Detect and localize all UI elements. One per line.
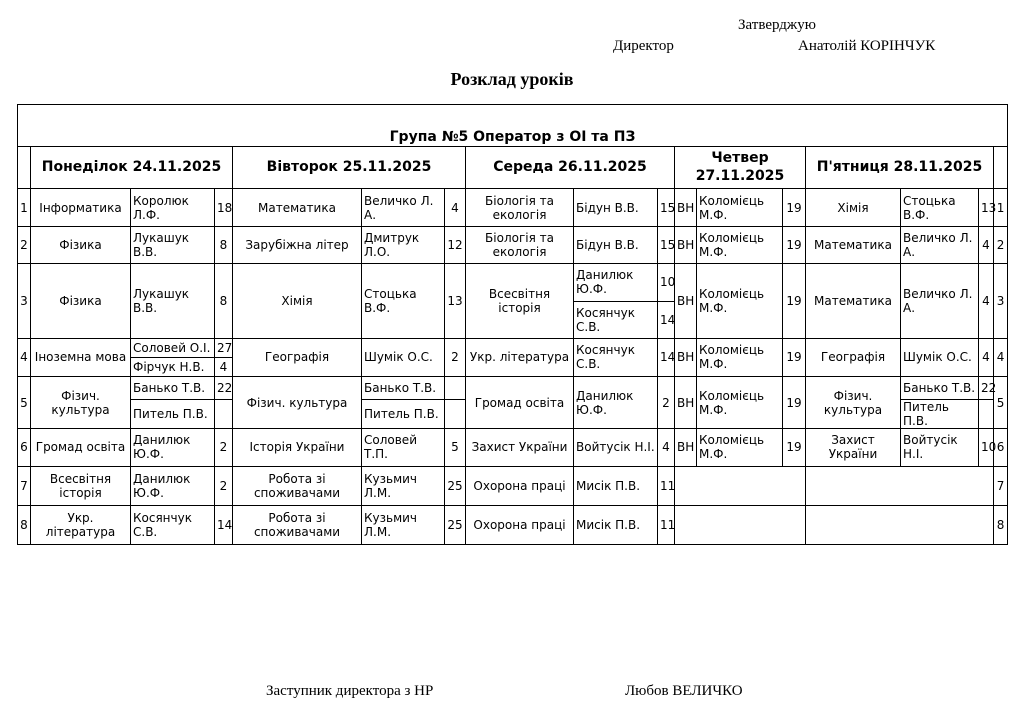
teacher-tue: Величко Л. А. <box>362 189 445 227</box>
teacher-tue: Дмитрук Л.О. <box>362 226 445 263</box>
teacher-mon: Соловей О.І. <box>131 338 215 357</box>
teacher-thu: Коломієць М.Ф. <box>697 226 783 263</box>
subject-wed: Всесвітня історія <box>466 263 574 338</box>
subject-tue: Історія України <box>233 429 362 467</box>
teacher-2-mon: Питель П.В. <box>131 399 215 428</box>
format-label-thu: ВН <box>675 338 697 377</box>
room-2-wed: 14 <box>658 302 675 339</box>
lesson-number-right: 6 <box>994 429 1008 467</box>
table-row <box>18 226 1008 263</box>
room-tue: 25 <box>445 466 466 506</box>
header-corner <box>18 146 31 189</box>
table-row <box>18 377 1008 399</box>
teacher-wed: Мисік П.В. <box>574 466 658 506</box>
teacher-fri: Величко Л. А. <box>901 226 979 263</box>
teacher-wed: Бідун В.В. <box>574 189 658 227</box>
subject-mon: Фізика <box>31 226 131 263</box>
room-wed: 15 <box>658 189 675 227</box>
day-header-wed: Середа 26.11.2025 <box>466 146 675 189</box>
room-tue: 12 <box>445 226 466 263</box>
teacher-mon: Данилюк Ю.Ф. <box>131 466 215 506</box>
room-fri: 4 <box>979 263 994 338</box>
subject-mon: Всесвітня історія <box>31 466 131 506</box>
table-row <box>18 338 1008 357</box>
room-fri: 4 <box>979 338 994 377</box>
day-header-tue: Вівторок 25.11.2025 <box>233 146 466 189</box>
subject-mon: Інформатика <box>31 189 131 227</box>
room-mon: 2 <box>215 466 233 506</box>
teacher-mon: Лукашук В.В. <box>131 226 215 263</box>
lesson-number-left: 8 <box>18 506 31 545</box>
room-wed: 11 <box>658 506 675 545</box>
format-label-thu: ВН <box>675 429 697 467</box>
empty-cell-fri <box>806 466 994 506</box>
subject-tue: Робота зі споживачами <box>233 506 362 545</box>
teacher-2-wed: Косянчук С.В. <box>574 302 658 339</box>
room-wed: 11 <box>658 466 675 506</box>
empty-cell-thu <box>675 466 806 506</box>
room-tue: 25 <box>445 506 466 545</box>
subject-tue: Математика <box>233 189 362 227</box>
director-label: Директор <box>613 38 674 54</box>
day-header-fri: П'ятниця 28.11.2025 <box>806 146 994 189</box>
format-label-thu: ВН <box>675 189 697 227</box>
room-mon: 18 <box>215 189 233 227</box>
lesson-number-right: 1 <box>994 189 1008 227</box>
teacher-thu: Коломієць М.Ф. <box>697 429 783 467</box>
room-thu: 19 <box>783 429 806 467</box>
room-tue: 13 <box>445 263 466 338</box>
day-header-mon: Понеділок 24.11.2025 <box>31 146 233 189</box>
schedule-table <box>17 104 1007 545</box>
teacher-fri: Шумік О.С. <box>901 338 979 377</box>
teacher-fri: Стоцька В.Ф. <box>901 189 979 227</box>
subject-wed: Громад освіта <box>466 377 574 429</box>
teacher-mon: Косянчук С.В. <box>131 506 215 545</box>
day-header-thu: Четвер 27.11.2025 <box>675 146 806 189</box>
subject-fri: Фізич. культура <box>806 377 901 429</box>
teacher-tue: Соловей Т.П. <box>362 429 445 467</box>
lesson-number-left: 2 <box>18 226 31 263</box>
teacher-tue: Кузьмич Л.М. <box>362 506 445 545</box>
room-tue <box>445 377 466 399</box>
room-tue: 4 <box>445 189 466 227</box>
teacher-thu: Коломієць М.Ф. <box>697 338 783 377</box>
teacher-tue: Банько Т.В. <box>362 377 445 399</box>
room-2-fri <box>979 399 994 428</box>
subject-mon: Фізич. культура <box>31 377 131 429</box>
subject-tue: Хімія <box>233 263 362 338</box>
lesson-number-right: 4 <box>994 338 1008 377</box>
room-wed: 10 <box>658 263 675 302</box>
lesson-number-left: 3 <box>18 263 31 338</box>
format-label-thu: ВН <box>675 226 697 263</box>
teacher-fri: Банько Т.В. <box>901 377 979 399</box>
room-wed: 4 <box>658 429 675 467</box>
subject-fri: Математика <box>806 263 901 338</box>
lesson-number-left: 1 <box>18 189 31 227</box>
table-row <box>18 189 1008 227</box>
header-blank-row <box>18 105 1008 147</box>
room-thu: 19 <box>783 263 806 338</box>
subject-wed: Біологія та екологія <box>466 189 574 227</box>
table-row <box>18 429 1008 467</box>
room-thu: 19 <box>783 226 806 263</box>
lesson-number-left: 6 <box>18 429 31 467</box>
subject-wed: Захист України <box>466 429 574 467</box>
teacher-thu: Коломієць М.Ф. <box>697 377 783 429</box>
subject-tue: Робота зі споживачами <box>233 466 362 506</box>
format-label-thu: ВН <box>675 377 697 429</box>
header-corner-right <box>994 146 1008 189</box>
lesson-number-left: 7 <box>18 466 31 506</box>
subject-mon: Укр. література <box>31 506 131 545</box>
teacher-mon: Данилюк Ю.Ф. <box>131 429 215 467</box>
teacher-2-tue: Питель П.В. <box>362 399 445 428</box>
room-fri: 10 <box>979 429 994 467</box>
teacher-mon: Лукашук В.В. <box>131 263 215 338</box>
table-row <box>18 466 1008 506</box>
room-wed: 2 <box>658 377 675 429</box>
subject-tue: Зарубіжна літер <box>233 226 362 263</box>
room-wed: 15 <box>658 226 675 263</box>
lesson-number-right: 5 <box>994 377 1008 429</box>
empty-cell-fri <box>806 506 994 545</box>
lesson-number-left: 4 <box>18 338 31 377</box>
teacher-thu: Коломієць М.Ф. <box>697 189 783 227</box>
deputy-name: Любов ВЕЛИЧКО <box>625 683 743 699</box>
page-title: Розклад уроків <box>450 69 574 89</box>
room-mon: 8 <box>215 226 233 263</box>
teacher-mon: Королюк Л.Ф. <box>131 189 215 227</box>
subject-wed: Біологія та екологія <box>466 226 574 263</box>
teacher-2-mon: Фірчук Н.В. <box>131 357 215 376</box>
teacher-wed: Косянчук С.В. <box>574 338 658 377</box>
subject-mon: Громад освіта <box>31 429 131 467</box>
empty-cell-thu <box>675 506 806 545</box>
group-title: Група №5 Оператор з ОІ та ПЗ <box>18 105 1008 147</box>
teacher-thu: Коломієць М.Ф. <box>697 263 783 338</box>
days-row <box>18 146 1008 189</box>
room-tue: 5 <box>445 429 466 467</box>
director-name: Анатолій КОРІНЧУК <box>798 38 936 54</box>
room-wed: 14 <box>658 338 675 377</box>
room-thu: 19 <box>783 377 806 429</box>
subject-fri: Географія <box>806 338 901 377</box>
deputy-label: Заступник директора з НР <box>266 683 434 699</box>
subject-wed: Охорона праці <box>466 506 574 545</box>
lesson-number-left: 5 <box>18 377 31 429</box>
room-mon: 27 <box>215 338 233 357</box>
subject-wed: Охорона праці <box>466 466 574 506</box>
teacher-tue: Шумік О.С. <box>362 338 445 377</box>
teacher-2-fri: Питель П.В. <box>901 399 979 428</box>
room-mon: 22 <box>215 377 233 399</box>
room-fri: 13 <box>979 189 994 227</box>
room-thu: 19 <box>783 189 806 227</box>
room-2-mon <box>215 399 233 428</box>
subject-fri: Захист України <box>806 429 901 467</box>
subject-mon: Фізика <box>31 263 131 338</box>
teacher-wed: Данилюк Ю.Ф. <box>574 377 658 429</box>
teacher-fri: Величко Л. А. <box>901 263 979 338</box>
lesson-number-right: 8 <box>994 506 1008 545</box>
room-thu: 19 <box>783 338 806 377</box>
subject-tue: Географія <box>233 338 362 377</box>
room-tue: 2 <box>445 338 466 377</box>
room-mon: 8 <box>215 263 233 338</box>
subject-fri: Хімія <box>806 189 901 227</box>
format-label-thu: ВН <box>675 263 697 338</box>
subject-wed: Укр. література <box>466 338 574 377</box>
teacher-mon: Банько Т.В. <box>131 377 215 399</box>
teacher-wed: Данилюк Ю.Ф. <box>574 263 658 302</box>
room-mon: 14 <box>215 506 233 545</box>
subject-fri: Математика <box>806 226 901 263</box>
teacher-tue: Стоцька В.Ф. <box>362 263 445 338</box>
approval-label: Затверджую <box>738 17 816 33</box>
teacher-wed: Войтусік Н.І. <box>574 429 658 467</box>
room-2-tue <box>445 399 466 428</box>
lesson-number-right: 3 <box>994 263 1008 338</box>
table-row <box>18 506 1008 545</box>
subject-mon: Іноземна мова <box>31 338 131 377</box>
lesson-number-right: 7 <box>994 466 1008 506</box>
teacher-wed: Мисік П.В. <box>574 506 658 545</box>
room-fri: 4 <box>979 226 994 263</box>
lesson-number-right: 2 <box>994 226 1008 263</box>
room-fri: 22 <box>979 377 994 399</box>
teacher-wed: Бідун В.В. <box>574 226 658 263</box>
subject-tue: Фізич. культура <box>233 377 362 429</box>
room-2-mon: 4 <box>215 357 233 376</box>
teacher-fri: Войтусік Н.І. <box>901 429 979 467</box>
teacher-tue: Кузьмич Л.М. <box>362 466 445 506</box>
table-row <box>18 263 1008 302</box>
room-mon: 2 <box>215 429 233 467</box>
